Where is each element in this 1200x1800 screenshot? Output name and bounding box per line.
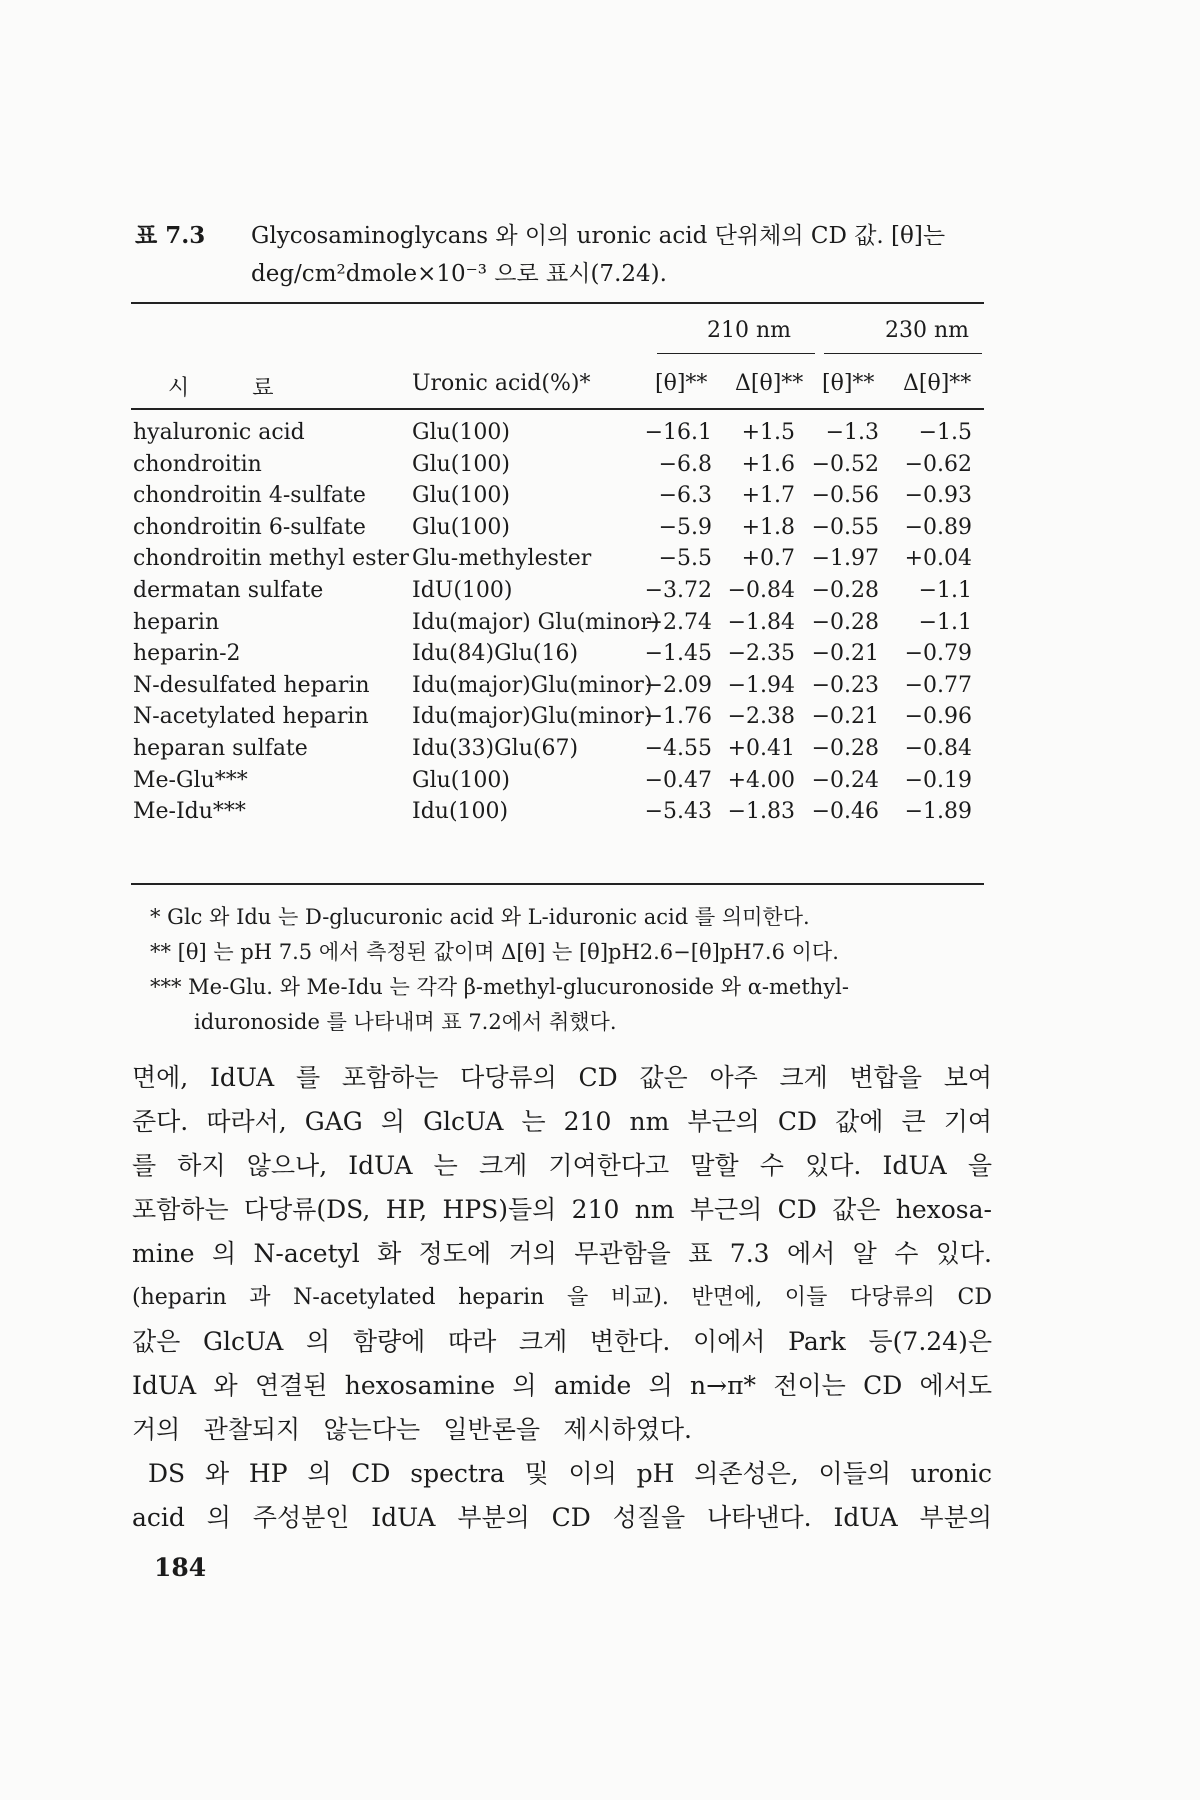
table-cell-sample: hyaluronic acid (133, 420, 305, 445)
table-cell-delta-theta-210: −1.94 (727, 673, 795, 698)
table-cell-theta-210: −4.55 (644, 736, 712, 761)
table-cell-delta-theta-210: −0.84 (727, 578, 795, 603)
table-cell-uronic-acid: IdU(100) (412, 578, 513, 603)
table-cell-delta-theta-230: −0.19 (904, 768, 972, 793)
table-cell-uronic-acid: Glu-methylester (412, 546, 592, 571)
caption-line-1: Glycosaminoglycans 와 이의 uronic acid 단위체의 CD 값. [θ]는 (251, 223, 946, 249)
table-number: 표 7.3 (135, 222, 206, 249)
table-row (0, 768, 1200, 802)
table-cell-uronic-acid: Glu(100) (412, 483, 510, 508)
table-cell-uronic-acid: Idu(33)Glu(67) (412, 736, 579, 761)
table-row (0, 641, 1200, 675)
body-line-3: 를 하지 않으나, IdUA 는 크게 기여한다고 말할 수 있다. IdUA 을 (132, 1151, 992, 1180)
body-line-9: 거의 관찰되지 않는다는 일반론을 제시하였다. (132, 1415, 692, 1444)
caption-line-2: deg/cm²dmole×10⁻³ 으로 표시(7.24). (251, 261, 667, 287)
table-cell-sample: N-desulfated heparin (133, 673, 370, 698)
header-rule-230nm (824, 353, 982, 354)
header-theta-230: [θ]** (822, 371, 875, 396)
table-cell-delta-theta-230: +0.04 (904, 546, 972, 571)
table-cell-theta-230: −1.97 (811, 546, 879, 571)
table-cell-theta-210: −1.45 (644, 641, 712, 666)
table-cell-theta-230: −0.21 (811, 704, 879, 729)
table-cell-theta-230: −0.28 (811, 578, 879, 603)
table-cell-theta-210: −5.9 (658, 515, 712, 540)
table-cell-delta-theta-230: −0.93 (904, 483, 972, 508)
table-row (0, 546, 1200, 580)
table-cell-delta-theta-210: −2.38 (727, 704, 795, 729)
table-cell-theta-210: −6.3 (658, 483, 712, 508)
table-row (0, 452, 1200, 486)
table-cell-delta-theta-230: −0.79 (904, 641, 972, 666)
table-cell-sample: Me-Idu*** (133, 799, 246, 824)
table-cell-uronic-acid: Idu(major) Glu(minor) (412, 610, 660, 635)
table-row (0, 673, 1200, 707)
table-cell-delta-theta-230: −0.62 (904, 452, 972, 477)
table-cell-uronic-acid: Idu(100) (412, 799, 509, 824)
table-cell-uronic-acid: Glu(100) (412, 768, 510, 793)
body-line-11: acid 의 주성분인 IdUA 부분의 CD 성질을 나타낸다. IdUA 부분의 (132, 1503, 992, 1532)
table-cell-sample: dermatan sulfate (133, 578, 324, 603)
table-cell-sample: heparan sulfate (133, 736, 308, 761)
footnote-2: ** [θ] 는 pH 7.5 에서 측정된 값이며 Δ[θ] 는 [θ]pH2.6−[θ]pH7.6 이다. (150, 940, 839, 964)
table-cell-delta-theta-210: +1.5 (741, 420, 795, 445)
header-group-210nm: 210 nm (707, 318, 792, 343)
table-cell-uronic-acid: Glu(100) (412, 515, 510, 540)
table-cell-theta-230: −0.21 (811, 641, 879, 666)
header-rule-210nm (657, 353, 815, 354)
table-cell-uronic-acid: Glu(100) (412, 420, 510, 445)
body-line-7: 값은 GlcUA 의 함량에 따라 크게 변한다. 이에서 Park 등(7.24)은 (132, 1327, 992, 1356)
footnote-1: * Glc 와 Idu 는 D-glucuronic acid 와 L-iduronic acid 를 의미한다. (150, 905, 810, 929)
table-cell-delta-theta-210: +1.7 (741, 483, 795, 508)
body-line-10: DS 와 HP 의 CD spectra 및 이의 pH 의존성은, 이들의 uronic (148, 1459, 992, 1488)
table-header-rule (131, 408, 984, 410)
table-cell-sample: heparin (133, 610, 220, 635)
table-cell-delta-theta-230: −0.84 (904, 736, 972, 761)
body-line-6: (heparin 과 N-acetylated heparin 을 비교). 반면에, 이들 다당류의 CD (132, 1285, 992, 1310)
table-row (0, 736, 1200, 770)
header-delta-theta-230: Δ[θ]** (903, 371, 972, 396)
table-bottom-rule (131, 883, 984, 885)
table-cell-sample: N-acetylated heparin (133, 704, 369, 729)
table-cell-delta-theta-210: −2.35 (727, 641, 795, 666)
table-cell-delta-theta-210: −1.83 (727, 799, 795, 824)
table-cell-theta-230: −0.55 (811, 515, 879, 540)
table-cell-theta-210: −16.1 (644, 420, 712, 445)
table-row (0, 483, 1200, 517)
table-cell-uronic-acid: Glu(100) (412, 452, 510, 477)
table-cell-delta-theta-230: −1.1 (918, 578, 972, 603)
table-cell-theta-230: −0.23 (811, 673, 879, 698)
table-row (0, 704, 1200, 738)
header-theta-210: [θ]** (655, 371, 708, 396)
table-cell-theta-210: −6.8 (658, 452, 712, 477)
table-cell-theta-210: −3.72 (644, 578, 712, 603)
table-cell-theta-230: −0.28 (811, 736, 879, 761)
table-cell-sample: chondroitin (133, 452, 262, 477)
table-cell-delta-theta-230: −1.89 (904, 799, 972, 824)
body-line-5: mine 의 N-acetyl 화 정도에 거의 무관함을 표 7.3 에서 알 수 있다. (132, 1239, 992, 1268)
body-line-8: IdUA 와 연결된 hexosamine 의 amide 의 n→π* 전이는 CD 에서도 (132, 1371, 992, 1400)
table-cell-theta-210: −0.47 (644, 768, 712, 793)
table-cell-sample: chondroitin 6-sulfate (133, 515, 366, 540)
table-cell-sample: chondroitin methyl ester (133, 546, 409, 571)
footnote-3: *** Me-Glu. 와 Me-Idu 는 각각 β-methyl-glucuronoside 와 α-methyl- (150, 975, 849, 999)
table-cell-delta-theta-230: −0.77 (904, 673, 972, 698)
table-cell-delta-theta-210: +4.00 (727, 768, 795, 793)
table-cell-delta-theta-210: +0.41 (727, 736, 795, 761)
table-cell-delta-theta-230: −0.96 (904, 704, 972, 729)
table-cell-delta-theta-210: +0.7 (741, 546, 795, 571)
header-uronic-acid: Uronic acid(%)* (412, 371, 591, 396)
table-cell-theta-210: −5.43 (644, 799, 712, 824)
table-cell-delta-theta-210: +1.6 (741, 452, 795, 477)
table-cell-uronic-acid: Idu(84)Glu(16) (412, 641, 579, 666)
table-cell-uronic-acid: Idu(major)Glu(minor) (412, 704, 653, 729)
table-cell-sample: Me-Glu*** (133, 768, 248, 793)
table-cell-theta-210: −1.76 (644, 704, 712, 729)
table-row (0, 420, 1200, 454)
table-row (0, 515, 1200, 549)
table-cell-theta-210: −2.09 (644, 673, 712, 698)
body-line-2: 준다. 따라서, GAG 의 GlcUA 는 210 nm 부근의 CD 값에 큰 기여 (132, 1107, 992, 1136)
table-cell-sample: chondroitin 4-sulfate (133, 483, 366, 508)
table-cell-theta-230: −0.56 (811, 483, 879, 508)
table-cell-delta-theta-230: −0.89 (904, 515, 972, 540)
page-number: 184 (154, 1553, 207, 1582)
table-cell-sample: heparin-2 (133, 641, 241, 666)
table-cell-delta-theta-210: −1.84 (727, 610, 795, 635)
table-cell-theta-230: −0.28 (811, 610, 879, 635)
footnote-3-cont: iduronoside 를 나타내며 표 7.2에서 취했다. (194, 1010, 617, 1034)
header-sample: 시 료 (168, 376, 302, 401)
table-row (0, 799, 1200, 833)
table-cell-theta-230: −1.3 (825, 420, 879, 445)
table-cell-theta-210: −5.5 (658, 546, 712, 571)
body-line-1: 면에, IdUA 를 포함하는 다당류의 CD 값은 아주 크게 변합을 보여 (132, 1063, 992, 1092)
header-group-230nm: 230 nm (885, 318, 970, 343)
table-row (0, 610, 1200, 644)
table-cell-delta-theta-230: −1.5 (918, 420, 972, 445)
table-cell-delta-theta-210: +1.8 (741, 515, 795, 540)
body-line-4: 포함하는 다당류(DS, HP, HPS)들의 210 nm 부근의 CD 값은 hexosa- (132, 1195, 992, 1224)
table-top-rule (131, 302, 984, 304)
table-cell-theta-210: −2.74 (644, 610, 712, 635)
table-cell-delta-theta-230: −1.1 (918, 610, 972, 635)
table-cell-theta-230: −0.46 (811, 799, 879, 824)
table-cell-theta-230: −0.52 (811, 452, 879, 477)
table-cell-theta-230: −0.24 (811, 768, 879, 793)
table-row (0, 578, 1200, 612)
header-delta-theta-210: Δ[θ]** (735, 371, 804, 396)
table-cell-uronic-acid: Idu(major)Glu(minor) (412, 673, 653, 698)
